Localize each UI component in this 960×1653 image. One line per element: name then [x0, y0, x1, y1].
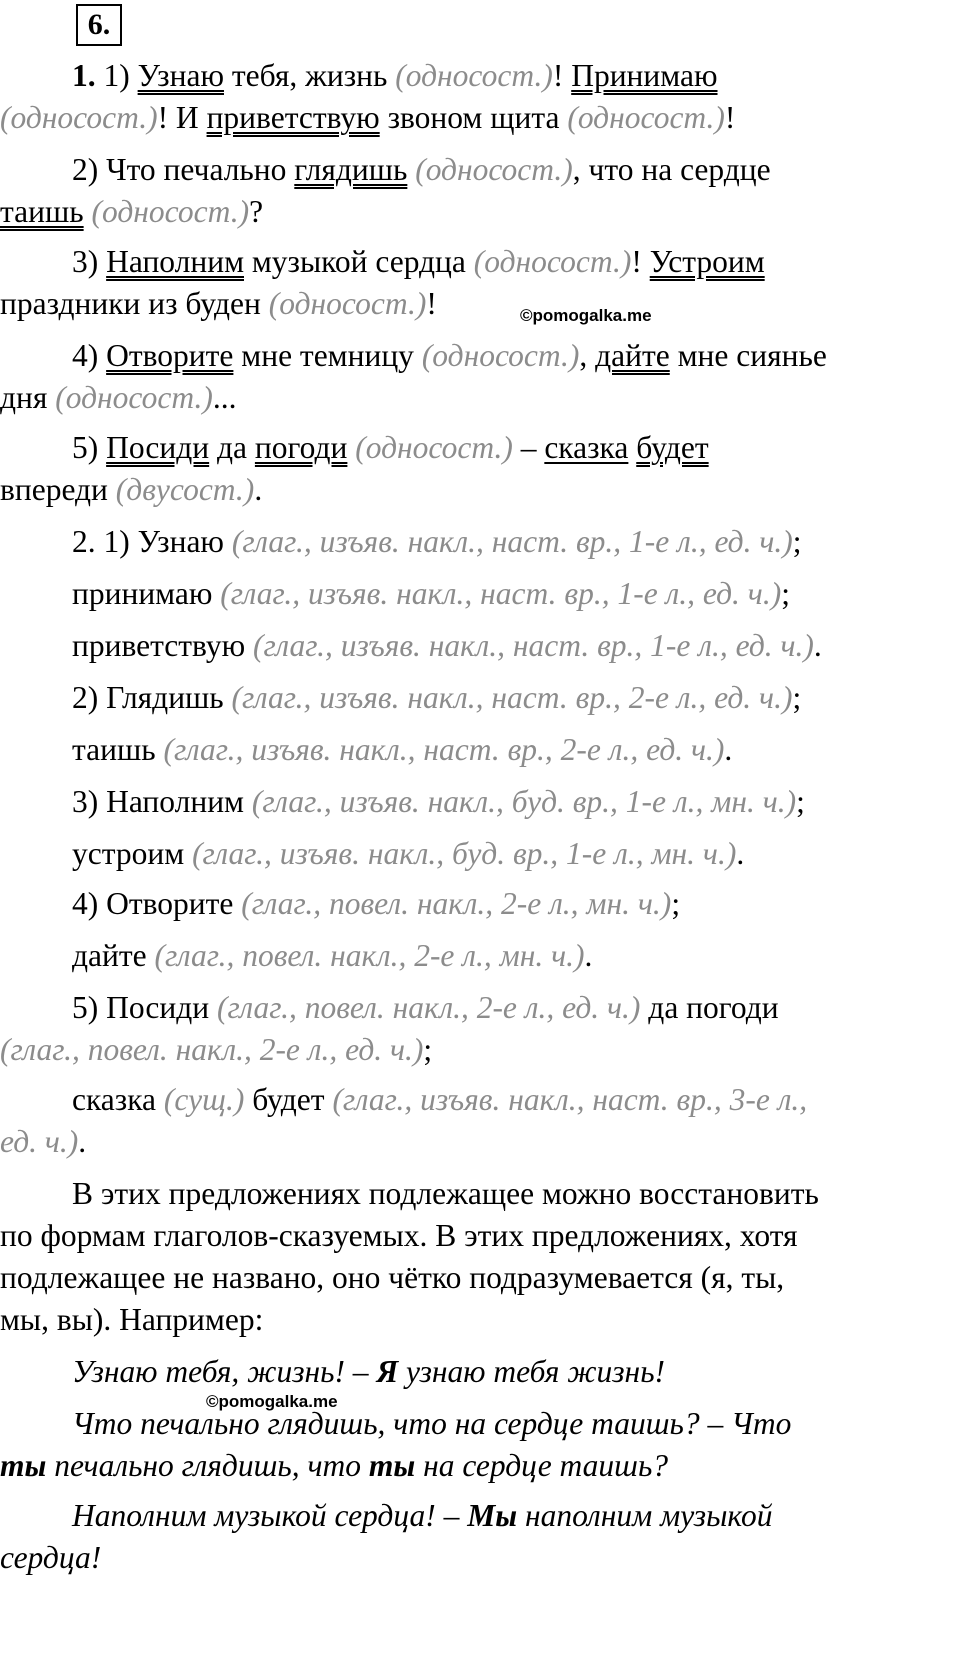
predicate: будет — [636, 430, 709, 465]
part-2-row-5-line-1: 5) Посиди (глаг., повел. накл., 2-е л., ед. ч.) да погоди — [72, 990, 779, 1025]
predicate: Наполним — [106, 244, 244, 279]
type-tag: (односост.) — [415, 152, 573, 187]
predicate: приветствую — [206, 100, 380, 135]
predicate: дайте — [595, 338, 670, 373]
part-2-row: 4) Отворите (глаг., повел. накл., 2-е л., мн. ч.); — [72, 886, 681, 921]
watermark: ©pomogalka.me — [520, 306, 652, 325]
type-tag: (односост.) — [421, 338, 580, 373]
example-2-line-1: Что печально глядишь, что на сердце таишь? – Что — [72, 1406, 792, 1441]
sentence-1-line-1: 1. 1) Узнаю тебя, жизнь (односост.)! Принимаю — [72, 58, 718, 93]
task-number-box: 6. — [76, 4, 122, 46]
part-2-row: принимаю (глаг., изъяв. накл., наст. вр., 1-е л., ед. ч.); — [72, 576, 790, 611]
part-2-row: таишь (глаг., изъяв. накл., наст. вр., 2-е л., ед. ч.). — [72, 732, 733, 767]
part-2-row-5-line-2: (глаг., повел. накл., 2-е л., ед. ч.); — [0, 1032, 433, 1067]
sentence-4-line-2: дня (односост.)... — [0, 380, 237, 415]
part-2-row-6-line-2: ед. ч.). — [0, 1124, 87, 1159]
explanation-line: мы, вы). Например: — [0, 1302, 264, 1337]
part-2-row: устроим (глаг., изъяв. накл., буд. вр., 1-е л., мн. ч.). — [72, 836, 745, 871]
predicate: Посиди — [106, 430, 210, 465]
type-tag: (односост.) — [55, 380, 213, 415]
sentence-3-line-2: праздники из буден (односост.)! — [0, 286, 437, 321]
example-3-line-2: сердца! — [0, 1540, 102, 1575]
part-1-label: 1. — [72, 58, 96, 93]
explanation-line: подлежащее не названо, оно чётко подразумевается (я, ты, — [0, 1260, 785, 1295]
type-tag: (односост.) — [0, 100, 158, 135]
predicate: Отворите — [106, 338, 234, 373]
example-2-line-2: ты печально глядишь, что ты на сердце таишь? — [0, 1448, 669, 1483]
type-tag: (односост.) — [91, 194, 250, 229]
sentence-5-line-1: 5) Посиди да погоди (односост.) – сказка будет — [72, 430, 709, 465]
sentence-3-line-1: 3) Наполним музыкой сердца (односост.)! Устроим — [72, 244, 765, 279]
part-2-row-6-line-1: сказка (сущ.) будет (глаг., изъяв. накл., наст. вр., 3-е л., — [72, 1082, 808, 1117]
subject: сказка — [544, 430, 629, 465]
predicate: погоди — [254, 430, 348, 465]
sentence-5-line-2: впереди (двусост.). — [0, 472, 263, 507]
watermark: ©pomogalka.me — [206, 1392, 338, 1411]
sentence-1-line-2: (односост.)! И приветствую звоном щита (односост.)! — [0, 100, 736, 135]
predicate: Устроим — [649, 244, 765, 279]
predicate: таишь — [0, 194, 84, 229]
predicate: глядишь — [294, 152, 408, 187]
type-tag: (односост.) — [395, 58, 553, 93]
sentence-4-line-1: 4) Отворите мне темницу (односост.), дайте мне сиянье — [72, 338, 827, 373]
type-tag: (односост.) — [473, 244, 632, 279]
type-tag: (односост.) — [567, 100, 725, 135]
explanation-line: В этих предложениях подлежащее можно восстановить — [72, 1176, 819, 1211]
part-2-row: приветствую (глаг., изъяв. накл., наст. вр., 1-е л., ед. ч.). — [72, 628, 822, 663]
type-tag: (односост.) — [268, 286, 427, 321]
example-1: Узнаю тебя, жизнь! – Я узнаю тебя жизнь! — [72, 1354, 666, 1389]
part-2-row: 3) Наполним (глаг., изъяв. накл., буд. вр., 1-е л., мн. ч.); — [72, 784, 805, 819]
sentence-2-line-1: 2) Что печально глядишь (односост.), что на сердце — [72, 152, 771, 187]
predicate: Принимаю — [571, 58, 718, 93]
predicate: Узнаю — [137, 58, 224, 93]
part-2-row: дайте (глаг., повел. накл., 2-е л., мн. ч.). — [72, 938, 593, 973]
part-2-row: 2. 1) Узнаю (глаг., изъяв. накл., наст. вр., 1-е л., ед. ч.); — [72, 524, 802, 559]
type-tag: (двусост.) — [115, 472, 255, 507]
explanation-line: по формам глаголов-сказуемых. В этих предложениях, хотя — [0, 1218, 798, 1253]
part-2-row: 2) Глядишь (глаг., изъяв. накл., наст. вр., 2-е л., ед. ч.); — [72, 680, 802, 715]
type-tag: (односост.) — [355, 430, 513, 465]
sentence-2-line-2: таишь (односост.)? — [0, 194, 264, 229]
example-3-line-1: Наполним музыкой сердца! – Мы наполним музыкой — [72, 1498, 773, 1533]
